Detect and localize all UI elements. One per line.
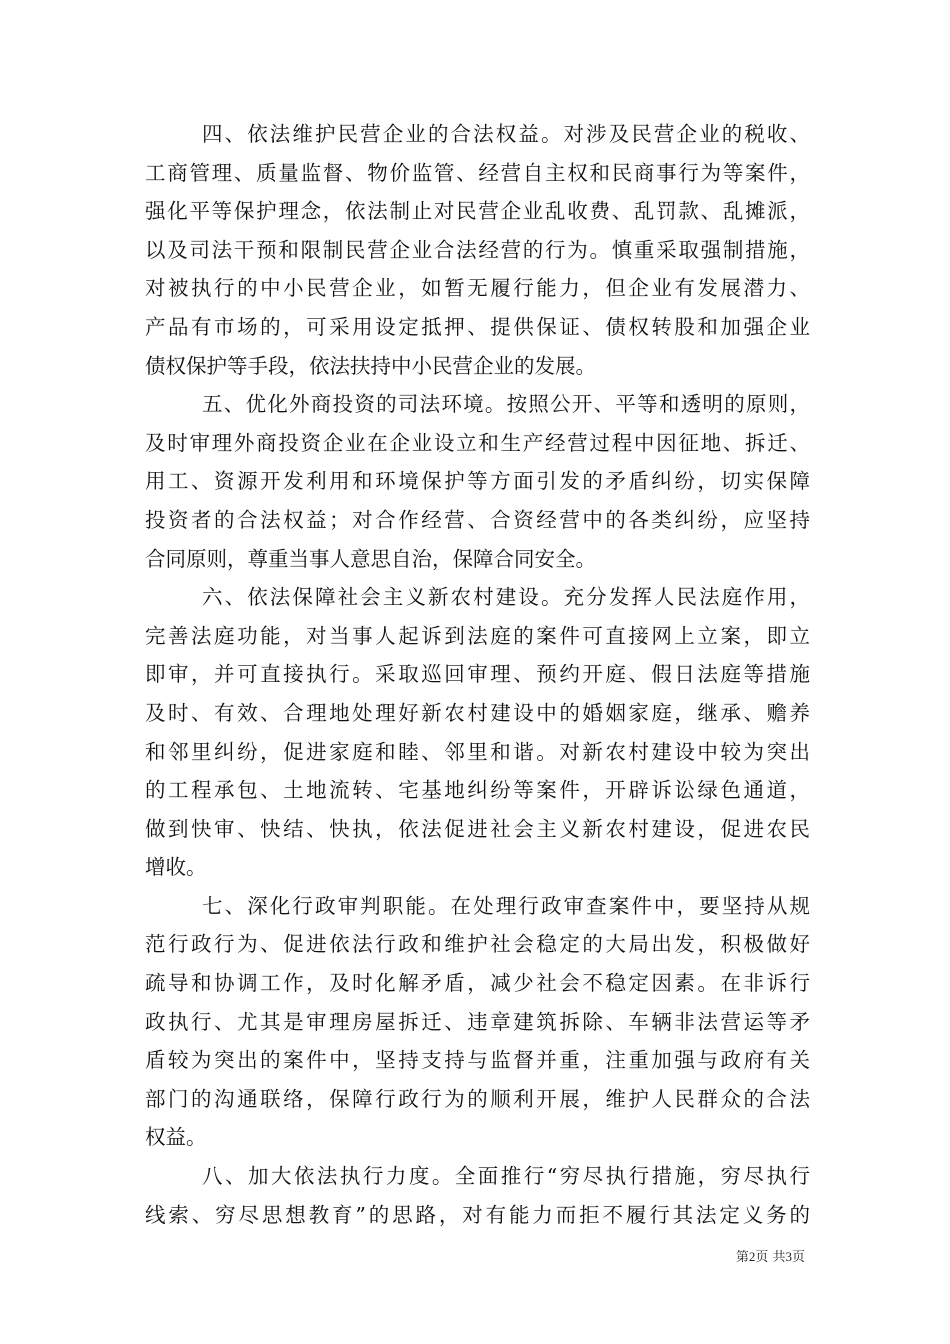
text-line: 强化平等保护理念，依法制止对民营企业乱收费、乱罚款、乱摊派， — [145, 199, 810, 224]
text-line: 投资者的合法权益；对合作经营、合资经营中的各类纠纷，应坚持 — [145, 507, 810, 532]
text-line: 政执行、尤其是审理房屋拆迁、违章建筑拆除、车辆非法营运等矛 — [145, 1009, 810, 1034]
text-line: 合同原则，尊重当事人意思自治，保障合同安全。 — [145, 546, 596, 571]
paragraph — [145, 115, 810, 385]
text-line: 以及司法干预和限制民营企业合法经营的行为。慎重采取强制措施， — [145, 237, 810, 262]
text-line: 五、优化外商投资的司法环境。按照公开、平等和透明的原则， — [202, 392, 810, 417]
text-line: 完善法庭功能，对当事人起诉到法庭的案件可直接网上立案，即立 — [145, 623, 810, 648]
text-line: 的工程承包、土地流转、宅基地纠纷等案件，开辟诉讼绿色通道， — [145, 778, 810, 803]
text-line: 盾较为突出的案件中，坚持支持与监督并重，注重加强与政府有关 — [145, 1048, 810, 1073]
text-line: 和邻里纠纷，促进家庭和睦、邻里和谐。对新农村建设中较为突出 — [145, 739, 810, 764]
text-line: 范行政行为、促进依法行政和维护社会稳定的大局出发，积极做好 — [145, 932, 810, 957]
text-line: 债权保护等手段，依法扶持中小民营企业的发展。 — [145, 353, 596, 378]
text-line: 疏导和协调工作，及时化解矛盾，减少社会不稳定因素。在非诉行 — [145, 971, 810, 996]
text-line: 即审，并可直接执行。采取巡回审理、预约开庭、假日法庭等措施 — [145, 662, 810, 687]
paragraph — [145, 578, 810, 887]
text-line: 工商管理、质量监督、物价监管、经营自主权和民商事行为等案件， — [145, 160, 810, 185]
text-line: 七、深化行政审判职能。在处理行政审查案件中，要坚持从规 — [202, 893, 810, 918]
text-line: 部门的沟通联络，保障行政行为的顺利开展，维护人民群众的合法 — [145, 1086, 810, 1111]
page-number-footer — [736, 1246, 805, 1265]
text-line: 及时审理外商投资企业在企业设立和生产经营过程中因征地、拆迁、 — [145, 430, 810, 455]
text-line: 四、依法维护民营企业的合法权益。对涉及民营企业的税收、 — [202, 122, 810, 146]
footer-prefix: 第 — [735, 1250, 749, 1265]
paragraph — [145, 887, 810, 1157]
text-line: 增收。 — [145, 855, 207, 880]
text-line: 权益。 — [145, 1125, 207, 1150]
text-line: 八、加大依法执行力度。全面推行“穷尽执行措施，穷尽执行 — [202, 1164, 810, 1189]
document-body — [145, 115, 810, 1234]
text-line: 做到快审、快结、快执，依法促进社会主义新农村建设，促进农民 — [145, 816, 810, 841]
footer-middle: 页 共 — [755, 1250, 786, 1265]
text-line: 产品有市场的，可采用设定抵押、提供保证、债权转股和加强企业 — [145, 314, 810, 339]
text-line: 六、依法保障社会主义新农村建设。充分发挥人民法庭作用， — [202, 585, 810, 610]
total-pages-number: 3 — [785, 1249, 792, 1264]
text-line: 对被执行的中小民营企业，如暂无履行能力，但企业有发展潜力、 — [145, 276, 810, 301]
text-line: 线索、穷尽思想教育”的思路，对有能力而拒不履行其法定义务的 — [145, 1202, 810, 1227]
text-line: 用工、资源开发利用和环境保护等方面引发的矛盾纠纷，切实保障 — [145, 469, 810, 494]
paragraph — [145, 1157, 810, 1234]
text-line: 及时、有效、合理地处理好新农村建设中的婚姻家庭，继承、赡养 — [145, 700, 810, 725]
paragraph — [145, 385, 810, 578]
footer-suffix: 页 — [791, 1250, 805, 1265]
current-page-number: 2 — [748, 1249, 756, 1264]
